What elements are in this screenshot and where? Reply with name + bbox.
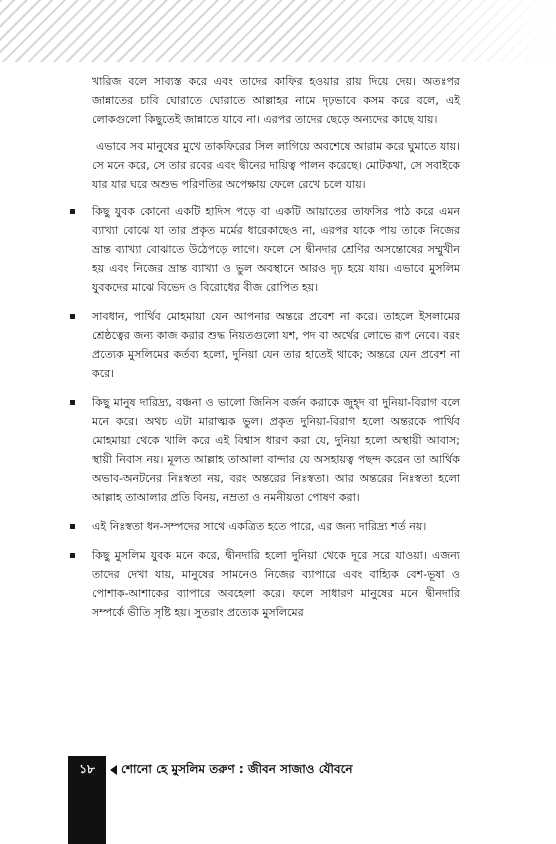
list-item-text: কিছু মুসলিম যুবক মনে করে, দ্বীনদারি হলো দুনিয়া থেকে দূরে সরে যাওয়া। এজন্য তাদের দেখা যায়, মানুষের সামনেও নিজের ব্যাপারে এবং বাহ্যিক বেশ-ভূষা ও পোশাক-আশাকের ব্যাপারে অবহেলা করে। ফলে সাধারণ মানুষের মনে দ্বীনদারি সম্পর্কে ভীতি সৃষ্টি হয়। সুতরাং প্রত্যেক মুসলিমের — [92, 549, 460, 619]
list-item-text: সাবধান, পার্থিব মোহমায়া যেন আপনার অন্তরে প্রবেশ না করে। তাহলে ইসলামের শ্রেষ্ঠত্বের জন্য কাজ করার শুদ্ধ নিয়তগুলো যশ, পদ বা অর্থের লোভে রূপ নেবে। বরং প্রত্যেক মুসলিমের কর্তব্য হলো, দুনিয়া যেন তার হাতেই থাকে; অন্তরে যেন প্রবেশ না করে। — [92, 310, 460, 380]
list-item-text: এই নিঃস্বতা ধন-সম্পদের সাথে একত্রিত হতে পারে, এর জন্য দারিদ্র্য শর্ত নয়। — [92, 520, 427, 533]
square-bullet-icon — [70, 314, 75, 319]
paragraph: এভাবে সব মানুষের মুখে তাকফিরের সিল লাগিয়ে অবশেষে আরাম করে ঘুমাতে যায়। সে মনে করে, সে তার রবের এবং দ্বীনের দায়িত্ব পালন করেছে। মোটকথা, সে সবাইকে যার যার ঘরে অশুভ পরিণতির অপেক্ষায় ফেলে রেখে চলে যায়। — [92, 140, 460, 191]
paragraph: খারিজ বলে সাব্যস্ত করে এবং তাদের কাফির হওয়ার রায় দিয়ে দেয়। অতঃপর জান্নাতের চাবি ঘোরাতে ঘোরাতে আল্লাহর নামে দৃঢ়ভাবে কসম করে বলে, এই লোকগুলো কিছুতেই জান্নাতে যাবে না। এরপর তাদের ছেড়ে অন্যদের কাছে যায়। — [92, 75, 460, 126]
page-number: ১৮ — [79, 762, 95, 776]
page-body — [68, 72, 460, 632]
running-footer — [110, 756, 353, 782]
square-bullet-icon — [70, 553, 75, 558]
list-item — [68, 202, 460, 297]
decorative-stripes — [0, 0, 556, 62]
square-bullet-icon — [70, 400, 75, 405]
triangle-left-icon — [110, 765, 117, 775]
square-bullet-icon — [70, 524, 75, 529]
list-item — [68, 546, 460, 622]
list-item — [68, 517, 460, 536]
list-item — [68, 393, 460, 507]
list-item — [68, 307, 460, 383]
list-item-text: কিছু মানুষ দারিদ্র্য, বঞ্চনা ও ভালো জিনিস বর্জন করাকে জুহ্দ বা দুনিয়া-বিরাগ বলে মনে করে। অথচ এটা মারাত্মক ভুল। প্রকৃত দুনিয়া-বিরাগ হলো অন্তরকে পার্থিব মোহমায়া থেকে খালি করে এই বিশ্বাস ধারণ করা যে, দুনিয়া হলো অস্থায়ী আবাস; স্থায়ী নিবাস নয়। মূলত আল্লাহ তাআলা বান্দার যে অসহায়ত্ব পছন্দ করেন তা আর্থিক অভাব-অনটনের নিঃস্বতা নয়, বরং অন্তরের নিঃস্বতা। আর অন্তরের নিঃস্বতা হলো আল্লাহ তাআলার প্রতি বিনয়, নম্রতা ও নমনীয়তা পোষণ করা। — [92, 396, 460, 504]
book-title: শোনো হে মুসলিম তরুণ : জীবন সাজাও যৌবনে — [121, 762, 353, 776]
square-bullet-icon — [70, 209, 75, 214]
list-item-text: কিছু যুবক কোনো একটি হাদিস পড়ে বা একটি আয়াতের তাফসির পাঠ করে এমন ব্যাখ্যা বোঝে যা তার প্রকৃত মর্মের ধারেকাছেও না, এরপর যাকে পায় তাকে নিজের ভ্রান্ত ব্যাখ্যা বোঝাতে উঠেপড়ে লাগে। ফলে সে দ্বীনদার শ্রেণির অসন্তোষের সম্মুখীন হয় এবং নিজের ভ্রান্ত ব্যাখ্যা ও ভুল অবস্থানে আরও দৃঢ় হয়ে যায়। এভাবে মুসলিম যুবকদের মাঝে বিভেদ ও বিরোধের বীজ রোপিত হয়। — [92, 205, 460, 294]
